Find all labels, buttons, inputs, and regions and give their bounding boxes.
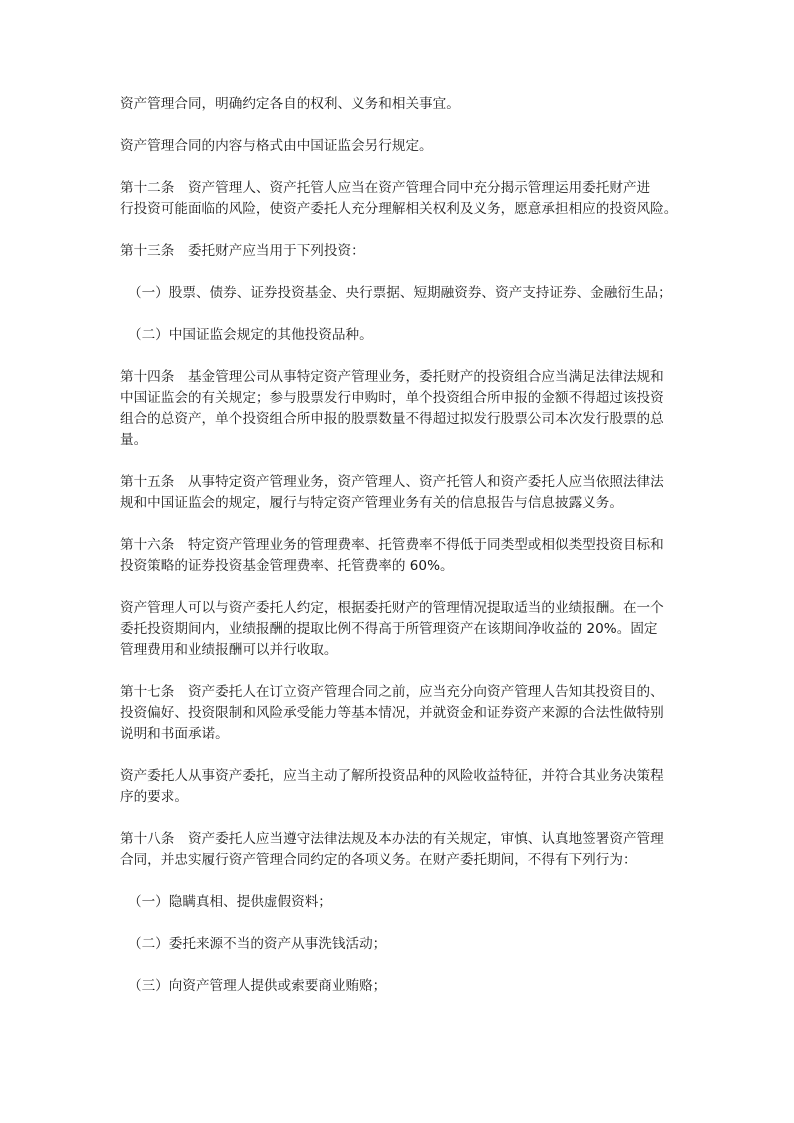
paragraph-line: 规和中国证监会的规定，履行与特定资产管理业务有关的信息报告与信息披露义务。: [120, 495, 623, 511]
paragraph-line: 第十二条 资产管理人、资产托管人应当在资产管理合同中充分揭示管理运用委托财产进: [120, 180, 651, 196]
paragraph-line: 行投资可能面临的风险，使资产委托人充分理解相关权利及义务，愿意承担相应的投资风险。: [120, 201, 678, 217]
paragraph-line: 管理费用和业绩报酬可以并行收取。: [120, 642, 338, 658]
paragraph-line: 第十四条 基金管理公司从事特定资产管理业务，委托财产的投资组合应当满足法律法规和: [120, 369, 664, 385]
paragraph-contract-format: [120, 136, 680, 157]
paragraph-line: 中国证监会的有关规定；参与股票发行申购时，单个投资组合所申报的金额不得超过该投资: [120, 390, 664, 406]
paragraph-line: 合同，并忠实履行资产管理合同约定的各项义务。在财产委托期间，不得有下列行为：: [120, 852, 637, 868]
article-16: [120, 535, 680, 577]
paragraph-line: 说明和书面承诺。: [120, 726, 229, 742]
paragraph-line: 组合的总资产，单个投资组合所申报的股票数量不得超过拟发行股票公司本次发行股票的总: [120, 411, 664, 427]
article-18-item-1: [120, 892, 680, 913]
paragraph-line: 委托投资期间内，业绩报酬的提取比例不得高于所管理资产在该期间净收益的 20%。固定: [120, 621, 658, 637]
article-18-item-2: [120, 934, 680, 955]
paragraph-line: 第十八条 资产委托人应当遵守法律法规及本办法的有关规定，审慎、认真地签署资产管理: [120, 831, 664, 847]
article-17: [120, 682, 680, 745]
paragraph-line: 第十六条 特定资产管理业务的管理费率、托管费率不得低于同类型或相似类型投资目标和: [120, 537, 664, 553]
paragraph-entrustment-requirements: [120, 766, 680, 808]
paragraph-line: 第十七条 资产委托人在订立资产管理合同之前，应当充分向资产管理人告知其投资目的、: [120, 684, 664, 700]
article-14: [120, 367, 680, 451]
paragraph-line: 第十三条 委托财产应当用于下列投资：: [120, 243, 365, 259]
article-13: [120, 241, 680, 262]
paragraph-line: （一）股票、债券、证券投资基金、央行票据、短期融资券、资产支持证券、金融衍生品；: [128, 285, 672, 301]
paragraph-line: 资产管理人可以与资产委托人约定，根据委托财产的管理情况提取适当的业绩报酬。在一个: [120, 600, 664, 616]
article-18: [120, 829, 680, 871]
document-body: [120, 94, 680, 1018]
paragraph-performance-fee: [120, 598, 680, 661]
paragraph-line: （三）向资产管理人提供或索要商业贿赂；: [128, 978, 387, 994]
paragraph-line: 第十五条 从事特定资产管理业务，资产管理人、资产托管人和资产委托人应当依照法律法: [120, 474, 664, 490]
paragraph-line: （二）中国证监会规定的其他投资品种。: [128, 327, 373, 343]
paragraph-line: 投资偏好、投资限制和风险承受能力等基本情况，并就资金和证券资产来源的合法性做特别: [120, 705, 664, 721]
paragraph-line: 资产委托人从事资产委托，应当主动了解所投资品种的风险收益特征，并符合其业务决策程: [120, 768, 664, 784]
paragraph-line: （一）隐瞒真相、提供虚假资料；: [128, 894, 332, 910]
paragraph-line: 量。: [120, 432, 148, 448]
paragraph-line: （二）委托来源不当的资产从事洗钱活动；: [128, 936, 387, 952]
article-13-item-2: [120, 325, 680, 346]
article-15: [120, 472, 680, 514]
article-13-item-1: [120, 283, 680, 304]
paragraph-line: 投资策略的证券投资基金管理费率、托管费率的 60%。: [120, 558, 454, 574]
paragraph-line: 资产管理合同，明确约定各自的权利、义务和相关事宜。: [120, 96, 460, 112]
paragraph-contract-rights: [120, 94, 680, 115]
article-18-item-3: [120, 976, 680, 997]
paragraph-line: 序的要求。: [120, 789, 188, 805]
paragraph-line: 资产管理合同的内容与格式由中国证监会另行规定。: [120, 138, 433, 154]
article-12: [120, 178, 680, 220]
